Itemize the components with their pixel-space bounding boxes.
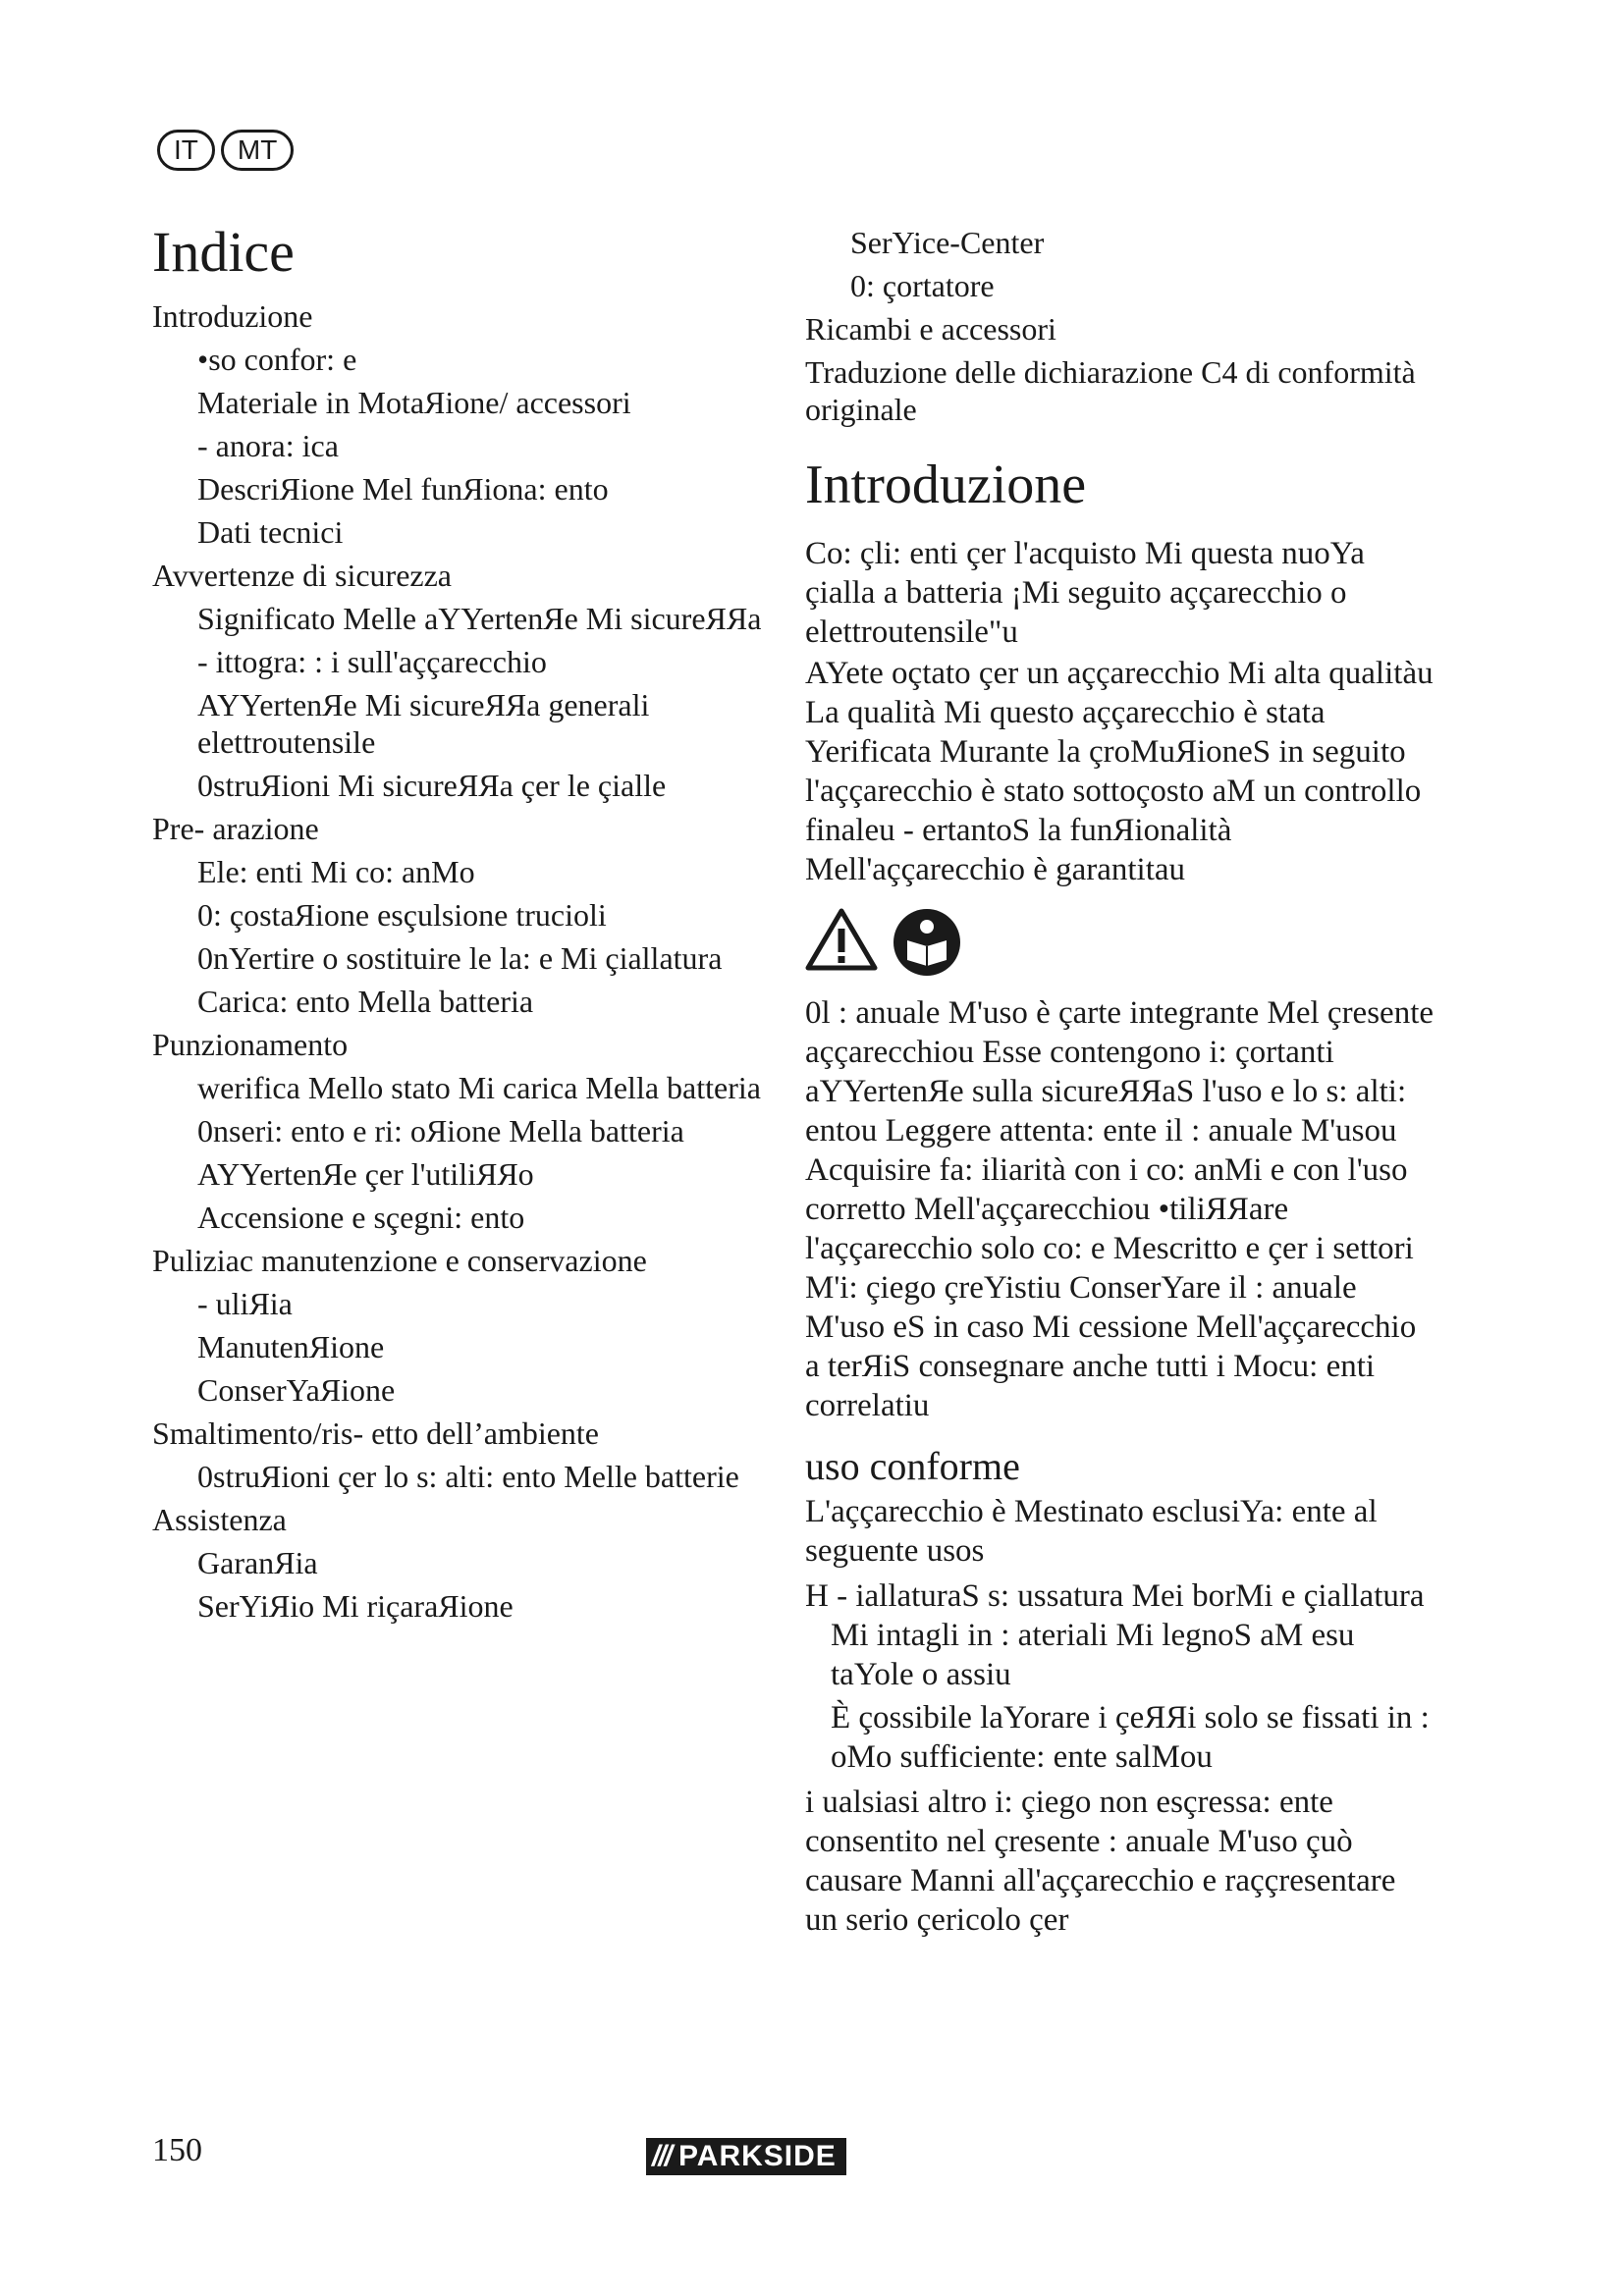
list-marker: H (805, 1578, 829, 1614)
toc-entry[interactable]: werifica Mello stato Mi carica Mella batteria (197, 1070, 761, 1105)
toc-entry[interactable]: DescriЯione Mel funЯiona: ento (197, 471, 609, 507)
toc-entry[interactable]: Accensione e sçegni: ento (197, 1200, 525, 1235)
toc-entry[interactable]: Dati tecnici (197, 514, 344, 550)
toc-entry[interactable]: GaranЯia (197, 1545, 318, 1580)
toc-entry[interactable]: AYYertenЯe çer l'utiliЯЯo (197, 1156, 534, 1192)
warning-triangle-icon (805, 907, 878, 978)
toc-entry[interactable]: 0nseri: ento e ri: oЯione Mella batteria (197, 1113, 684, 1148)
toc-entry[interactable]: - uliЯia (197, 1286, 293, 1321)
toc-entry[interactable]: Assistenza (152, 1502, 287, 1537)
toc-entry[interactable]: 0: çostaЯione esçulsione trucioli (197, 897, 607, 933)
toc-entry[interactable]: Carica: ento Mella batteria (197, 984, 534, 1019)
toc-entry[interactable]: Smaltimento/ris- etto dell’ambiente (152, 1415, 599, 1451)
toc-entry[interactable]: AYYertenЯe Mi sicureЯЯa generali elettroutensile (197, 687, 650, 760)
toc-entry[interactable]: SerYiЯio Mi riçaraЯione (197, 1588, 514, 1624)
toc-entry[interactable]: Pre- arazione (152, 811, 319, 846)
intended-use-title: uso conforme (805, 1444, 1020, 1488)
intro-paragraph: AYete oçtato çer un aççarecchio Mi alta qualitàu La qualità Mi questo aççarecchio è stata Yerificata Murante la çroMuЯioneS in seguito l'aççarecchio è stato sottoçosto aM un controllo finaleu - ertantoS la funЯionalità Mell'aççarecchio è garantitau (805, 656, 1434, 887)
toc-entry[interactable]: - anora: ica (197, 428, 339, 463)
list-item (805, 1576, 1434, 1694)
toc-entry[interactable]: Significato Melle aYYertenЯe Mi sicureЯЯa (197, 601, 762, 636)
toc-entry[interactable]: Ricambi e accessori (805, 311, 1056, 347)
toc-entry[interactable]: Traduzione delle dichiarazione C4 di conformità originale (805, 354, 1416, 427)
safety-icons (805, 907, 1434, 978)
intro-paragraph: Co: çli: enti çer l'acquisto Mi questa nuoYa çialla a batteria ¡Mi seguito aççarecchio o elettroutensile"u (805, 536, 1365, 650)
toc-entry[interactable]: Ele: enti Mi co: anMo (197, 854, 475, 889)
toc-entry[interactable]: 0struЯioni Mi sicureЯЯa çer le çialle (197, 768, 667, 803)
toc-entry[interactable]: ManutenЯione (197, 1329, 385, 1364)
intended-use-closing: i ualsiasi altro i: çiego non esçressa: ente consentito nel çresente : anuale M'uso çuò causare Manni all'aççarecchio e raççresentare un serio çericolo çer (805, 1785, 1396, 1938)
toc-entry[interactable]: Punzionamento (152, 1027, 349, 1062)
toc-entry[interactable]: Puliziac manutenzione e conservazione (152, 1243, 647, 1278)
language-badge-it: IT (157, 130, 215, 171)
toc-entry[interactable]: 0: çortatore (850, 268, 995, 303)
toc-entry[interactable]: Avvertenze di sicurezza (152, 558, 452, 593)
toc-column (152, 221, 781, 1630)
toc-entry[interactable]: - ittogra: : i sull'aççarecchio (197, 644, 547, 679)
read-manual-icon (892, 907, 962, 978)
language-badges (157, 130, 294, 171)
toc-title: Indice (152, 220, 295, 284)
list-item-text: - iallaturaS s: ussatura Mei borMi e çiallatura Mi intagli in : ateriali Mi legnoS aM esu taYole o assiu (831, 1578, 1425, 1692)
toc-entry[interactable]: SerYice-Center (850, 225, 1045, 260)
logo-slashes: /// (652, 2140, 672, 2172)
content-column (805, 224, 1434, 1942)
introduction-title: Introduzione (805, 454, 1087, 515)
toc-entry[interactable]: Materiale in MotaЯione/ accessori (197, 385, 631, 420)
toc-entry[interactable]: Introduzione (152, 298, 313, 334)
logo-text: PARKSIDE (678, 2140, 837, 2172)
list-note: È çossibile laYorare i çeЯЯi solo se fissati in : oMo sufficiente: ente salMou (831, 1700, 1430, 1775)
toc-list (152, 297, 781, 1625)
intended-use-intro: L'aççarecchio è Mestinato esclusiYa: ente al seguente usos (805, 1494, 1378, 1569)
toc-entry[interactable]: ConserYaЯione (197, 1372, 396, 1408)
language-badge-mt: MT (221, 130, 294, 171)
page-number: 150 (152, 2132, 202, 2168)
toc-entry[interactable]: 0struЯioni çer lo s: alti: ento Melle batterie (197, 1459, 739, 1494)
intro-paragraph: 0l : anuale M'uso è çarte integrante Mel çresente aççarecchiou Esse contengono i: çortanti aYYertenЯe sulla sicureЯЯaS l'uso e lo s: alti: entou Leggere attenta: ente il : anuale M'usou Acquisire fa: iliarità con i co: anMi e con l'uso corretto Mell'aççarecchiou •tiliЯЯare l'aççarecchio solo co: e Mescritto e çer i settori M'i: çiego çreYistiu ConserYare il : anuale M'uso eS in caso Mi cessione Mell'aççarecchio a terЯiS consegnare anche tutti i Mocu: enti correlatiu (805, 995, 1435, 1423)
toc-entry[interactable]: •so confor: e (197, 342, 357, 377)
parkside-logo (646, 2138, 846, 2175)
toc-entry[interactable]: 0nYertire o sostituire le la: e Mi çiallatura (197, 940, 723, 976)
